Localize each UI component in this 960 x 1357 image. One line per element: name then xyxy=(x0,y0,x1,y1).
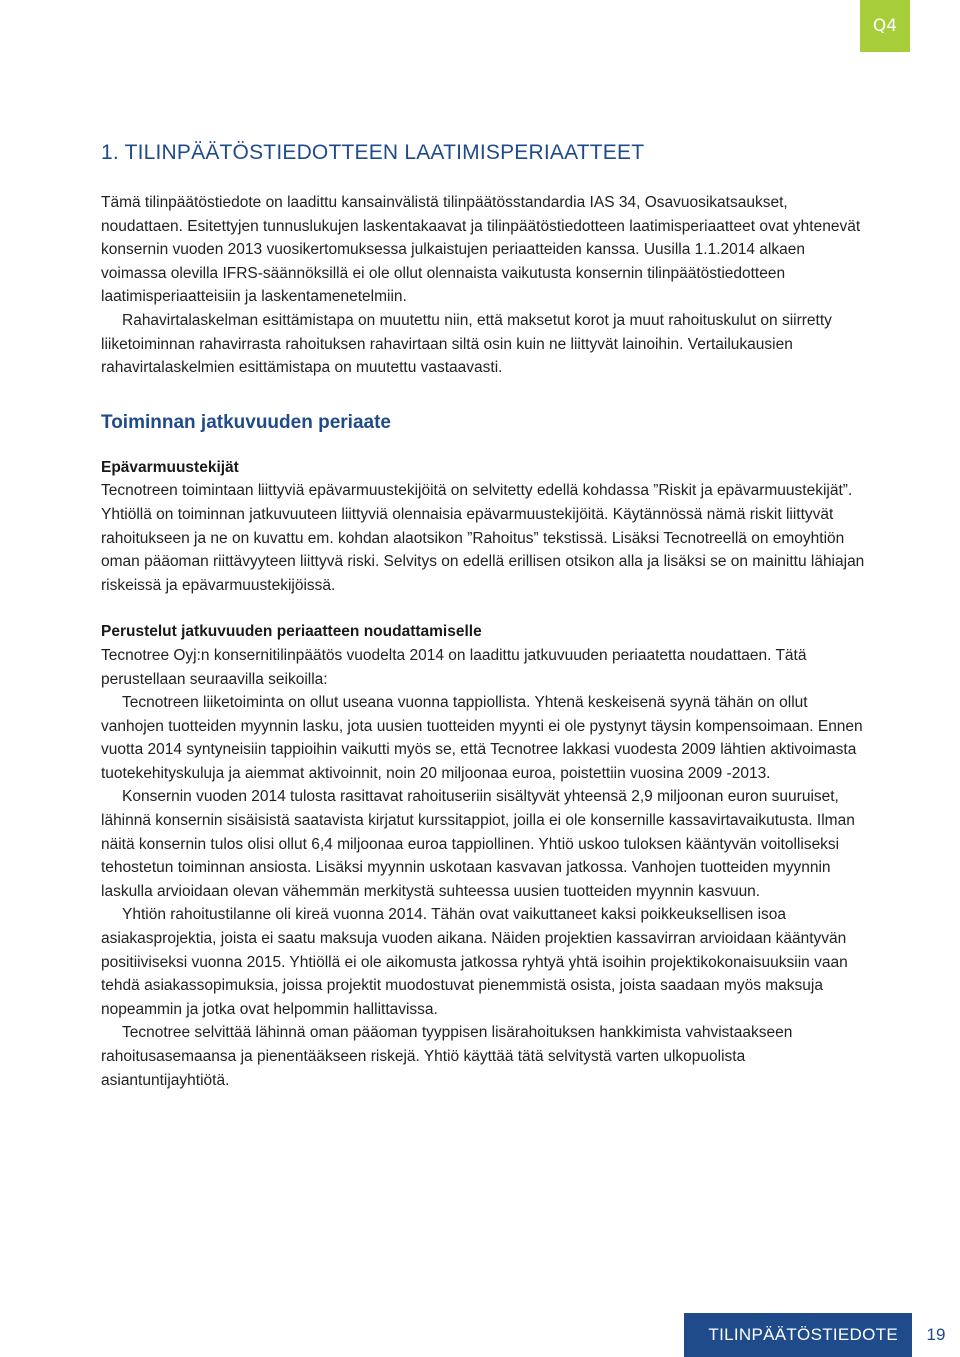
document-body xyxy=(101,138,871,1092)
section-title: Toiminnan jatkuvuuden periaate xyxy=(101,411,391,433)
uncertainty-title: Epävarmuustekijät xyxy=(101,458,239,476)
page-number: 19 xyxy=(912,1313,960,1357)
page-title: 1. TILINPÄÄTÖSTIEDOTTEEN LAATIMISPERIAATTEET xyxy=(101,141,645,164)
cashflow-paragraph: Rahavirtalaskelman esittämistapa on muutettu niin, että maksetut korot ja muut rahoituskulut on siirretty liiketoiminnan rahavirrasta rahoituksen rahavirtaan siltä osin kuin ne liittyvät lainoihin. Vertailukausien rahavirtalaskelmien esittämistapa on muutettu vastaavasti. xyxy=(101,311,832,377)
footer-title: TILINPÄÄTÖSTIEDOTE xyxy=(684,1313,912,1357)
grounds-paragraph-4: Tecnotree selvittää lähinnä oman pääoman tyyppisen lisärahoituksen hankkimista vahvistaakseen rahoitusasemaansa ja pienentääkseen riskejä. Yhtiö käyttää tätä selvitystä varten ulkopuolista asiantuntijayhtiötä. xyxy=(101,1024,793,1089)
uncertainty-paragraph: Tecnotreen toimintaan liittyviä epävarmuustekijöitä on selvitetty edellä kohdassa ”Riskit ja epävarmuustekijät”. Yhtiöllä on toiminnan jatkuvuuteen liittyviä olennaisia epävarmuustekijöitä. Käytännössä nämä riskit liittyvät rahoitukseen ja ne on kuvattu em. kohdan alaotsikon ”Rahoitus” tekstissä. Lisäksi Tecnotreellä on emoyhtiön oman pääoman riittävyyteen liittyvä riski. Selvitys on edellä erillisen otsikon alla ja lisäksi se on mainittu lähiajan riskeissä ja epävarmuustekijöissä. xyxy=(101,482,865,594)
grounds-paragraph-1: Tecnotreen liiketoiminta on ollut useana vuonna tappiollista. Yhtenä keskeisenä syynä tähän on ollut vanhojen tuotteiden myynnin lasku, jota uusien tuotteiden myynti ei ole pystynyt täysin kompensoimaan. Ennen vuotta 2014 syntyneisiin tappioihin vaikutti myös se, että Tecnotree lakkasi vuodesta 2009 lähtien aktivoimasta tuotekehityskuluja ja aiemmat aktivoinnit, noin 20 miljoonaa euroa, poistettiin vuosina 2009 -2013. xyxy=(101,694,863,782)
page-footer xyxy=(684,1313,960,1357)
grounds-paragraph-2: Konsernin vuoden 2014 tulosta rasittavat rahoituseriin sisältyvät yhteensä 2,9 miljoonan euron suuruiset, lähinnä konsernin sisäisistä saatavista kirjatut kurssitappiot, joilla ei ole konsernille kassavirtavaikutusta. Ilman näitä konsernin tulos olisi ollut 6,4 miljoonaa euroa tappiollinen. Yhtiö uskoo tuloksen kääntyvän voitolliseksi tehostetun toiminnan ansiosta. Lisäksi myynnin uskotaan kasvavan jatkossa. Vanhojen tuotteiden myynnin laskulla arvioidaan olevan vähemmän merkitystä suhteessa uusien tuotteiden myynnin kasvuun. xyxy=(101,788,855,900)
intro-paragraph: Tämä tilinpäätöstiedote on laadittu kansainvälistä tilinpäätösstandardia IAS 34, Osavuosikatsaukset, noudattaen. Esitettyjen tunnuslukujen laskentakaavat ja tilinpäätöstiedotteen laatimisperiaatteet ovat yhtenevät konsernin vuoden 2013 vuosikertomuksessa julkaistujen periaatteiden kanssa. Uusilla 1.1.2014 alkaen voimassa olevilla IFRS-säännöksillä ei ole ollut olennaista vaikutusta konsernin tilinpäätöstiedotteen laatimisperiaatteisiin ja laskentamenetelmiin. xyxy=(101,194,861,306)
grounds-paragraph-3: Yhtiön rahoitustilanne oli kireä vuonna 2014. Tähän ovat vaikuttaneet kaksi poikkeuksellisen isoa asiakasprojektia, joista ei saatu maksuja vuoden aikana. Näiden projektien kassavirran arvioidaan kääntyvän positiiviseksi vuonna 2015. Yhtiöllä ei ole aikomusta jatkossa ryhtyä yhtä isoihin projektikokonaisuuksiin vaan tehdä asiakassopimuksia, joissa projektit muodostuvat pienemmistä osista, joista saadaan myös maksuja nopeammin ja jotka ovat helpommin hallittavissa. xyxy=(101,906,848,1018)
grounds-lead-paragraph: Tecnotree Oyj:n konsernitilinpäätös vuodelta 2014 on laadittu jatkuvuuden periaatetta noudattaen. Tätä perustellaan seuraavilla seikoilla: xyxy=(101,646,807,688)
grounds-title: Perustelut jatkuvuuden periaatteen noudattamiselle xyxy=(101,623,482,641)
quarter-badge: Q4 xyxy=(860,0,910,52)
